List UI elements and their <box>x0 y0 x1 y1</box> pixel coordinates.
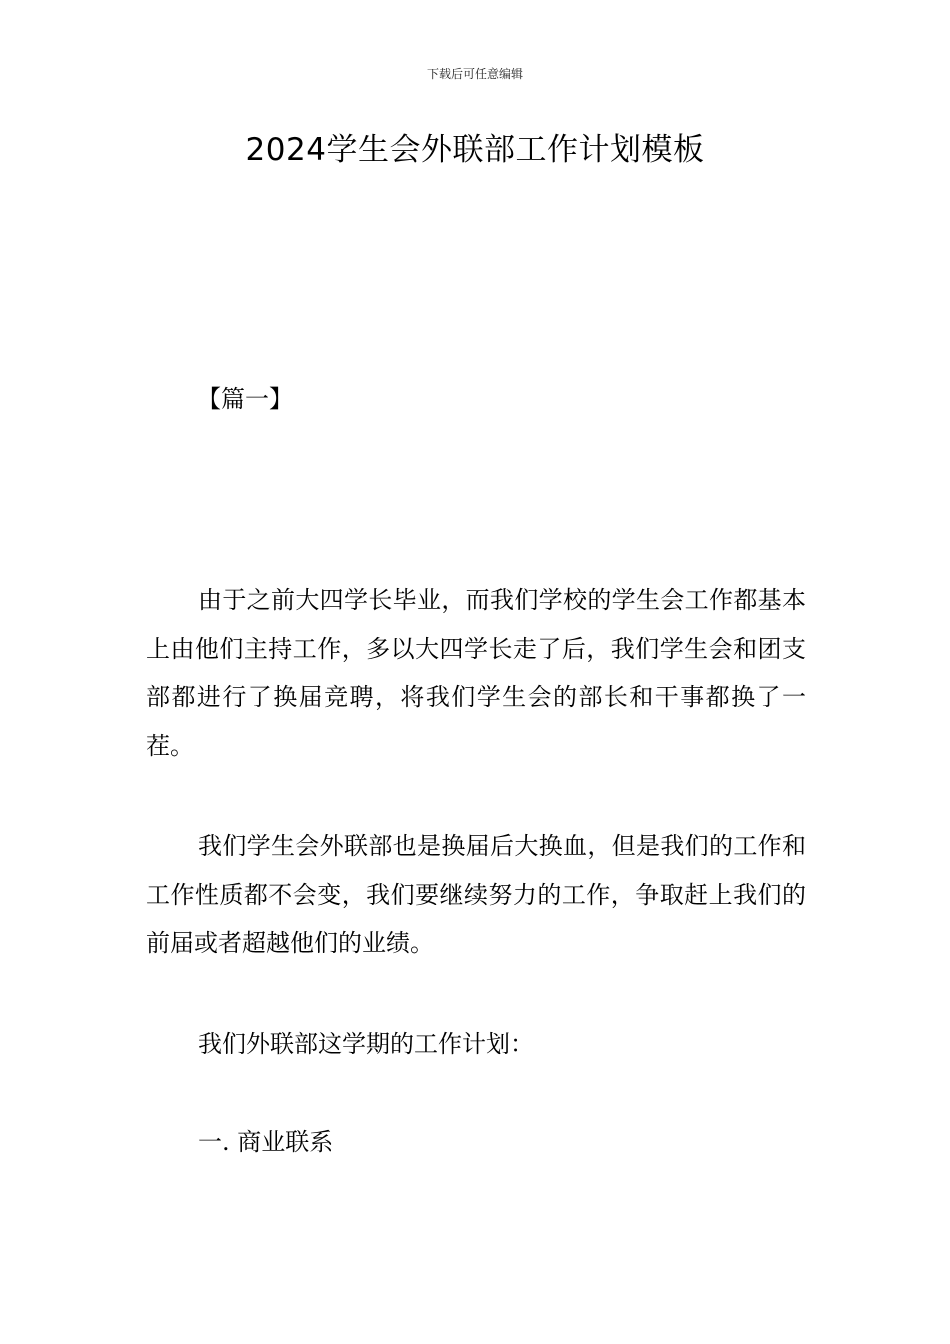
list-heading-text: 一. 商业联系 <box>198 1128 334 1156</box>
paragraph-text: 我们学生会外联部也是换届后大换血，但是我们的工作和工作性质都不会变，我们要继续努力的工作，争取赶上我们的前届或者超越他们的业绩。 <box>146 832 806 957</box>
section-label: 【篇一】 <box>197 385 293 413</box>
document-title: 2024学生会外联部工作计划模板 <box>245 132 705 168</box>
header-note: 下载后可任意编辑 <box>426 67 523 81</box>
body-paragraph <box>146 576 806 770</box>
list-heading <box>146 1118 806 1167</box>
paragraph-text: 我们外联部这学期的工作计划： <box>198 1030 534 1058</box>
body-paragraph <box>146 1020 806 1069</box>
body-paragraph <box>146 822 806 968</box>
paragraph-text: 由于之前大四学长毕业，而我们学校的学生会工作都基本上由他们主持工作，多以大四学长走了后，我们学生会和团支部都进行了换届竞聘，将我们学生会的部长和干事都换了一茬。 <box>146 586 806 760</box>
